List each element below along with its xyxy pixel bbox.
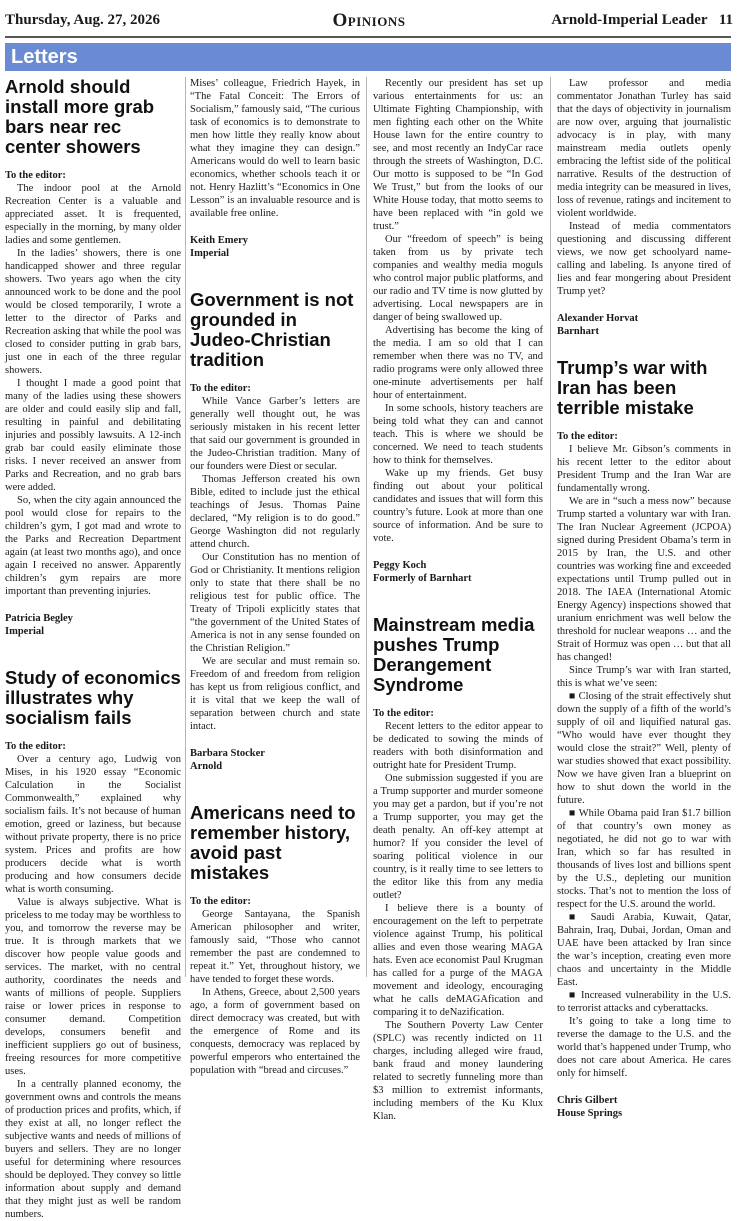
letter-paragraph: Instead of media commentators questioning and discussing different views, we now get schoolyard name-calling and labeling. Is anyone tired of lies and fear mongering about President Trump yet? — [557, 221, 731, 297]
letter-signature — [557, 1094, 731, 1120]
letter-salutation: To the editor: — [557, 431, 618, 442]
letter-paragraph: In Athens, Greece, about 2,500 years ago, a form of government based on direct democracy was created, but with the emergence of Rome and its conquests, democracy was replaced by powerful emperors who entertained the population with “bread and circuses.” — [190, 987, 360, 1076]
author-location: Formerly of Barnhart — [373, 573, 472, 584]
letter-paragraph: The Southern Poverty Law Center (SPLC) was recently indicted on 11 charges, including alleged wire fraud, bank fraud and money laundering related to secretly funneling more than $3 million to extremist informants, including members of the Ku Klux Klan. — [373, 1020, 543, 1122]
letter-headline: Arnold should install more grab bars near rec center showers — [5, 76, 155, 157]
letter-salutation: To the editor: — [190, 896, 251, 907]
publication-and-page — [551, 12, 733, 29]
letter-signature — [190, 234, 360, 260]
letter-bullet: ■ Closing of the strait effectively shut down the supply of a fifth of the world’s supply of oil and liquified natural gas. “Who would have ever thought they would close the strait?” Well, plenty of war studies showed that exact possibility. Now we have given Iran a blueprint on how to shut down the world in the future. — [557, 691, 731, 806]
letter-salutation: To the editor: — [190, 383, 251, 394]
masthead-rule — [5, 36, 731, 38]
author-name: Patricia Begley — [5, 613, 73, 624]
letter-paragraph: In a centrally planned economy, the government owns and controls the means of production prices and profits, which, if they exist at all, no longer reflect the subjective wants and needs of millions of buyers and sellers. They are no longer useful for determining where resources should be deployed. They convey so little information about supply and demand that they might just as well be random numbers. — [5, 1079, 181, 1220]
letter-salutation: To the editor: — [5, 741, 66, 752]
letter-paragraph: It’s going to take a long time to reverse the damage to the U.S. and the world that’s happened under Trump, who does not care about America. He cares only for himself. — [557, 1016, 731, 1079]
letter-paragraph: Recent letters to the editor appear to be dedicated to sowing the minds of readers with both disinformation and outright hate for President Trump. — [373, 721, 543, 771]
letter-paragraph: I believe Mr. Gibson’s comments in his recent letter to the editor about President Trump and the Iran War are fundamentally wrong. — [557, 444, 731, 494]
letter-media — [373, 615, 543, 1123]
letter-bullet: ■ Increased vulnerability in the U.S. to terrorist attacks and cyberattacks. — [557, 990, 731, 1014]
banner-label: Letters — [11, 46, 78, 68]
column-divider — [366, 77, 367, 977]
letter-signature — [190, 747, 360, 773]
issue-date: Thursday, Aug. 27, 2026 — [5, 12, 161, 28]
letter-paragraph: Our “freedom of speech” is being taken from us by private tech companies and wealthy media moguls who control major public platforms, and our radio and TV time is now glutted by advertising. Local newspapers are in danger of being swallowed up. — [373, 234, 543, 323]
letter-paragraph: Since Trump’s war with Iran started, this is what we’ve seen: — [557, 665, 731, 689]
author-name: Barbara Stocker — [190, 748, 265, 759]
letter-bullet: ■ While Obama paid Iran $1.7 billion of that country’s own money as negotiated, he did not go to war with Iran, which so far has resulted in thousands of lives lost and billions spent by the U.S., depleting our munition stocks. That’s not to mention the loss of respect for the U.S. around the world. — [557, 808, 731, 910]
column-divider — [550, 77, 551, 977]
letter-paragraph: Advertising has become the king of the media. I am so old that I can remember when there was no TV, and radio programs were only allowed three one-minute advertisements per half hour of entertainment. — [373, 325, 543, 401]
author-name: Keith Emery — [190, 235, 249, 246]
page-number: 11 — [718, 12, 733, 28]
letter-paragraph: Our Constitution has no mention of God or Christianity. It mentions religion only to state that there shall be no religious test for public office. The Treaty of Tripoli explicitly states that “the government of the United States of America is not in any sense founded on the Christian Religion.” — [190, 552, 360, 654]
column-2 — [190, 77, 360, 1076]
author-location: Arnold — [190, 761, 223, 772]
letter-paragraph: Recently our president has set up various entertainments for us: an Ultimate Fighting Championship, with men fighting each other on the White House lawn for the entire country to see, and most recently an IndyCar race through the streets of Washington, D.C. Our motto is supposed to be “In God We Trust,” but from the looks of our White House today, that motto seems to have been replaced with “in gold we trust.” — [373, 78, 543, 232]
letter-headline: Americans need to remember history, avoid past mistakes — [190, 802, 356, 883]
author-name: Chris Gilbert — [557, 1095, 618, 1106]
letter-headline: Trump’s war with Iran has been terrible mistake — [557, 357, 708, 418]
column-3 — [373, 77, 543, 1122]
letter-paragraph: While Vance Garber’s letters are generally well thought out, he was seriously mistaken in his recent letter that said our government is grounded in the Judeo-Christian tradition. Many of our founders were Diest or secular. — [190, 396, 360, 472]
section-name: Opinions — [332, 10, 406, 31]
letter-history — [190, 803, 360, 1077]
letter-paragraph: We are in “such a mess now” because Trump started a voluntary war with Iran. The Iran Nuclear Agreement (JCPOA) signed during President Obama’s term in 2015 by Iran, the U.S. and other countries was working fine and exceeded expectations until Trump pulled out in 2018. The IAEA (International Atomic Energy Agency) inspections showed that uranium enrichment was well below the threshold for nuclear weapons … and the Strait of Hormuz was open … but that all has changed! — [557, 496, 731, 663]
masthead — [5, 10, 733, 34]
letter-iran-war — [557, 358, 731, 1120]
letter-government — [190, 290, 360, 773]
letter-paragraph: So, when the city again announced the pool would close for repairs to the children’s gym, I got mad and wrote to the Parks and Recreation Department again (at least two months ago), and once again I received no answer. Apparently children’s gym repairs are more important than preventing injuries. — [5, 495, 181, 597]
letter-salutation: To the editor: — [5, 170, 66, 181]
letter-paragraph: In the ladies’ showers, there is one handicapped shower and three regular showers. Two years ago when the city announced work to be done and the pool would be closed temporarily, I wrote a letter to the director of Parks and Recreation asking that while the pool was closed to consider putting in grab bars, just one in each of the three regular showers. — [5, 248, 181, 376]
letter-paragraph: Thomas Jefferson created his own Bible, edited to include just the ethical teachings of Jesus. Thomas Paine declared, “My religion is to do good.” George Washington did not regularly attend church. — [190, 474, 360, 550]
letter-paragraph: One submission suggested if you are a Trump supporter and murder someone you may get a pardon, but if you’re not a Trump supporter, you may get the death penalty. An off-key attempt at humor? If you consider the level of soaring political violence in our country, is it really time to see letters to the editor like this from any media outlet? — [373, 773, 543, 901]
letter-headline: Mainstream media pushes Trump Derangement Syndrome — [373, 614, 535, 695]
letter-economics — [5, 668, 181, 1221]
column-4 — [557, 77, 731, 1119]
letter-paragraph: George Santayana, the Spanish American philosopher and writer, famously said, “Those who cannot remember the past are condemned to repeat it.” Yet, throughout history, we have tended to forget these words. — [190, 909, 360, 985]
author-location: Imperial — [5, 626, 45, 637]
publication-name: Arnold-Imperial Leader — [551, 12, 708, 28]
author-location: Barnhart — [557, 326, 599, 337]
letter-paragraph: I thought I made a good point that many of the ladies using these showers are older and could easily slip and fall, resulting in painful and debilitating injuries and possibly lawsuits. A 12-inch grab bar could easily eliminate those risks. I never received an answer from Parks and Recreation, and no grab bars were added. — [5, 378, 181, 493]
letter-paragraph: In some schools, history teachers are being told what they can and cannot teach. This is where we should be concerned. We need to teach students how to think for themselves. — [373, 403, 543, 466]
letter-signature — [557, 312, 731, 338]
author-name: Alexander Horvat — [557, 313, 639, 324]
letter-paragraph: Wake up my friends. Get busy finding out about your political candidates and issues that will form this country’s future. Look at more than one source of information. And be sure to vote. — [373, 468, 543, 544]
letter-signature — [5, 612, 181, 638]
author-location: Imperial — [190, 248, 230, 259]
letter-signature — [373, 559, 543, 585]
letter-headline: Study of economics illustrates why socialism fails — [5, 667, 181, 728]
letter-paragraph-continued: Mises’ colleague, Friedrich Hayek, in “The Fatal Conceit: The Errors of Socialism,” famously said, “The curious task of economics is to demonstrate to men how little they really know about what they imagine they can design.” Americans would do well to learn basic economics, whether schools teach it or not. Henry Hazlitt’s “Economics in One Lesson” is an invaluable resource and is available free online. — [190, 78, 360, 219]
letter-paragraph: Value is always subjective. What is priceless to me today may be worthless to you, and tomorrow the reverse may be true. It is through markets that we discover how people value goods and services. The market, with no central authority, coordinates the needs and wants of millions of people. Suppliers raise or lower prices in response to consumer demand. Competition develops, consumers benefit and inefficient suppliers go out of business, freeing resources for more competitive uses. — [5, 897, 181, 1077]
letter-bullet: ■ Saudi Arabia, Kuwait, Qatar, Bahrain, Iraq, Dubai, Jordan, Oman and UAE have been attacked by Iran since the war’s inception, creating even more chaos and uncertainty in the Middle East. — [557, 912, 731, 988]
column-divider — [185, 77, 186, 977]
section-banner — [5, 43, 731, 71]
author-name: Peggy Koch — [373, 560, 427, 571]
letter-paragraph: We are secular and must remain so. Freedom of and freedom from religion has kept us from religious conflict, and it is vital that we keep the wall of separation between church and state intact. — [190, 656, 360, 732]
author-location: House Springs — [557, 1108, 623, 1119]
letter-paragraph: I believe there is a bounty of encouragement on the left to perpetrate violence against Trump, his political allies and even those wearing MAGA hats. Even ace economist Paul Krugman has called for a purge of the MAGA movement and ideology, encouraging what he calls deMAGAfication and comparing it to deNazification. — [373, 903, 543, 1018]
letter-headline: Government is not grounded in Judeo-Christian tradition — [190, 289, 354, 370]
letter-paragraph: Law professor and media commentator Jonathan Turley has said that the days of objectivity in journalism are now over, arguing that journalistic advocacy is in play, with many mainstream media outlets openly embracing the leftist side of the political narrative. Results of the destruction of media integrity can be measured in lives, loss of revenue, ratings and incitement to violent worldwide. — [557, 78, 731, 219]
letter-salutation: To the editor: — [373, 708, 434, 719]
column-1 — [5, 76, 181, 1220]
letter-grab-bars — [5, 77, 181, 638]
letter-paragraph: Over a century ago, Ludwig von Mises, in his 1920 essay “Economic Calculation in the Socialist Commonwealth,” explained why socialism fails. It’s not because of human emotion, greed or laziness, but because without private property, there is no price system. Prices and profits are how producers decide what is worth producing and how consumers decide what is worth consuming. — [5, 754, 181, 895]
letter-paragraph: The indoor pool at the Arnold Recreation Center is a valuable and appreciated asset. It is frequented, especially in the morning, by many older ladies and some gentlemen. — [5, 183, 181, 246]
